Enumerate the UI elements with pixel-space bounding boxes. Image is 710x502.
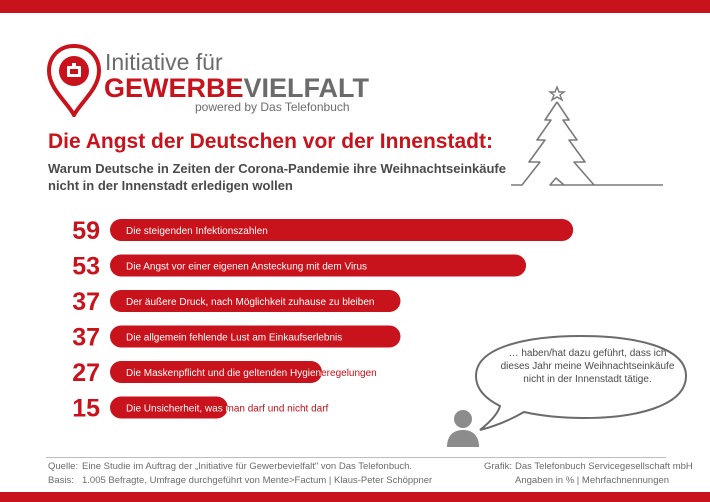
bar-category-label: Die allgemein fehlende Lust am Einkaufserlebnis xyxy=(126,332,343,344)
bar-value-label: 27 xyxy=(72,359,100,387)
brand-name-grey: VIELFALT xyxy=(243,73,370,103)
brand-initiative-label: Initiative für xyxy=(105,49,223,75)
page-subtitle: Warum Deutsche in Zeiten der Corona-Pandemie ihre Weihnachtseinkäufe nicht in der Innenstadt erledigen wollen xyxy=(48,161,506,193)
footer-source-label: Quelle: xyxy=(48,461,79,472)
brand-name-red: GEWERBE xyxy=(104,73,244,103)
bar-value-label: 15 xyxy=(72,394,100,423)
bar-category-label: Die Unsicherheit, was man darf und nicht darf xyxy=(126,403,329,415)
footer-graphic-label: Grafik: xyxy=(484,461,512,472)
bar-category-label: Der äußere Druck, nach Möglichkeit zuhause zu bleiben xyxy=(126,297,375,308)
bar-value-label: 53 xyxy=(72,252,100,281)
bar-value-label: 59 xyxy=(72,217,100,245)
bar-value-label: 37 xyxy=(72,323,100,352)
person-avatar-icon xyxy=(446,408,480,448)
footer-graphic-text: Das Telefonbuch Servicegesellschaft mbH xyxy=(515,461,693,472)
footer-source-text: Eine Studie im Auftrag der „Initiative für Gewerbevielfalt" von Das Telefonbuch. xyxy=(82,461,413,472)
footer-basis-text: 1.005 Befragte, Umfrage durchgeführt von Mente>Factum | Klaus-Peter Schöppner xyxy=(82,475,433,486)
footer-basis-label: Basis: xyxy=(48,475,74,486)
footer-note-text: Angaben in % | Mehrfachnennungen xyxy=(515,475,670,486)
bar-value-label: 37 xyxy=(72,288,100,316)
page-title: Die Angst der Deutschen vor der Innenstadt: xyxy=(48,130,493,153)
brand-powered-by: powered by Das Telefonbuch xyxy=(195,100,350,114)
bar-category-label: Die Maskenpflicht und die geltenden Hygieneregelungen xyxy=(126,368,377,379)
footer-divider xyxy=(46,457,666,458)
bottom-red-bar xyxy=(0,492,710,502)
speech-bubble-text: … haben/hat dazu geführt, dass ich dieses Jahr meine Weihnachtseinkäufe nicht in der Innenstadt tätige. xyxy=(500,348,675,385)
bar-category-label: Die Angst vor einer eigenen Ansteckung mit dem Virus xyxy=(126,261,368,273)
bar-category-label: Die steigenden Infektionszahlen xyxy=(126,226,268,237)
